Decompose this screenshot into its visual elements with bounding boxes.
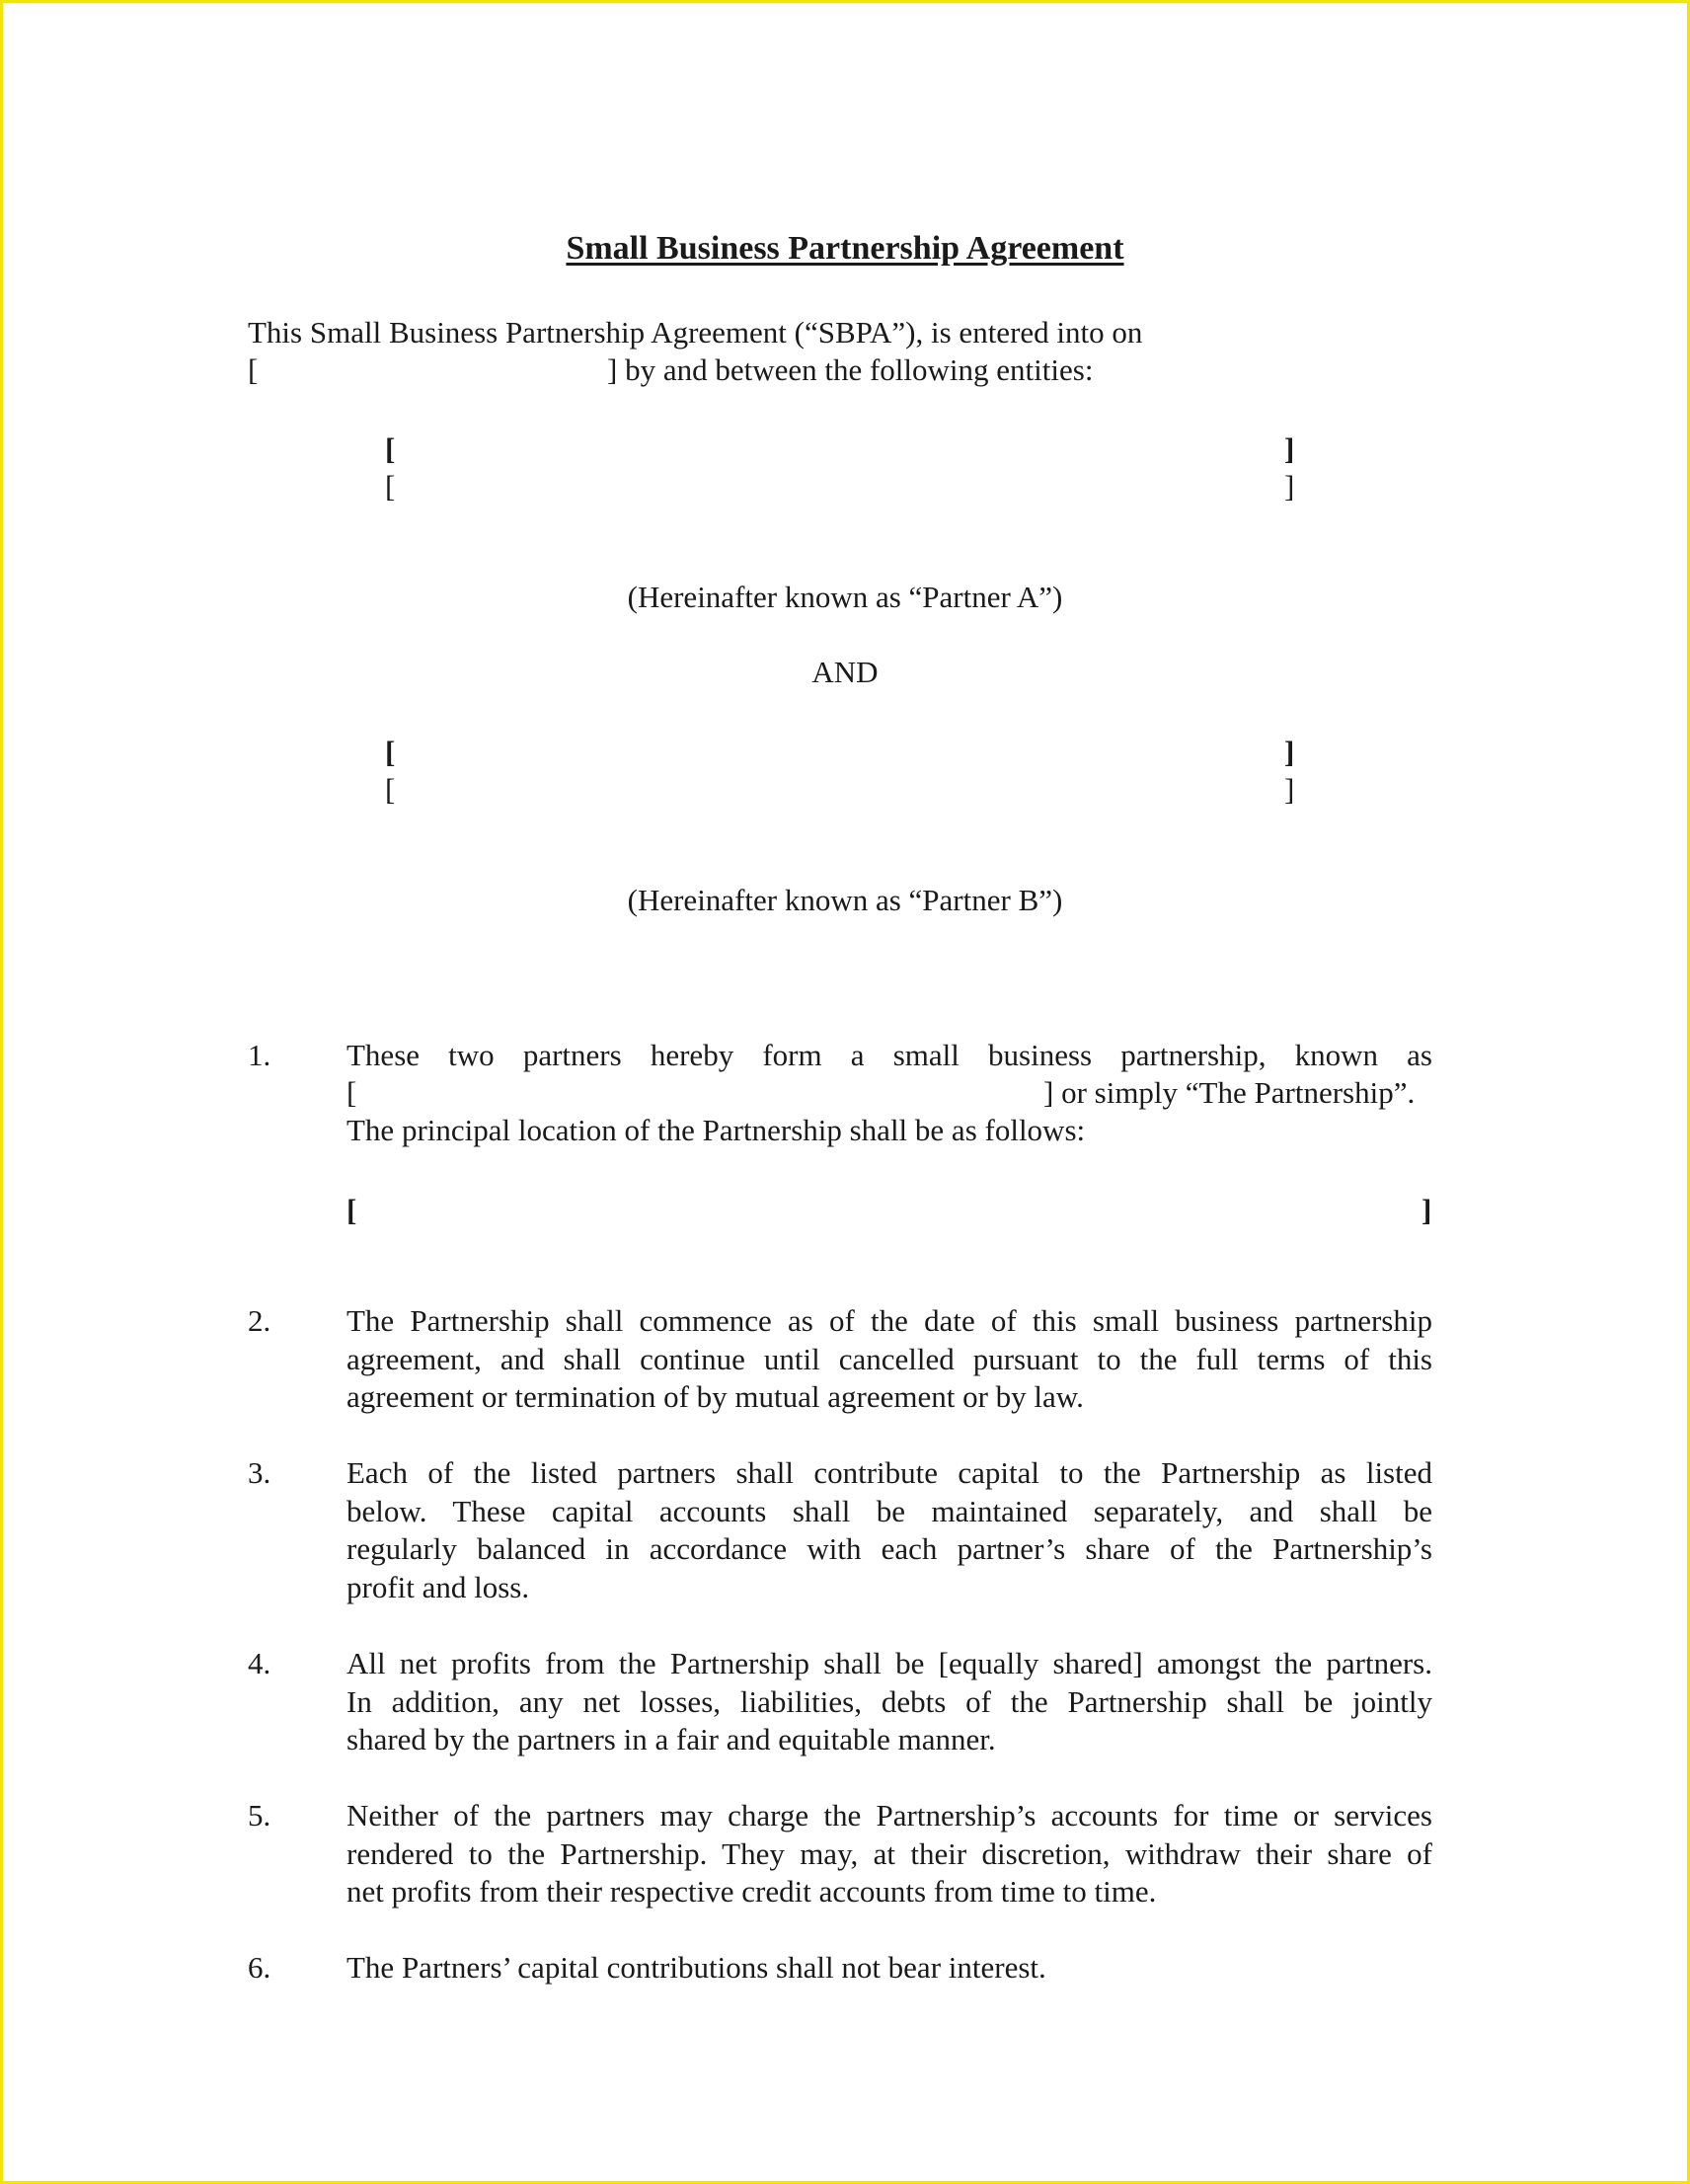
clause-3-number: 3. [248, 1455, 271, 1490]
partner-b-address-bracket-close: ] [1284, 772, 1295, 807]
clause-3-line-1: Each of the listed partners shall contribute capital to the Partnership as listed [346, 1455, 1432, 1490]
clause-5-body [346, 1797, 1432, 1911]
clause-5-line-2: rendered to the Partnership. They may, at their discretion, withdraw their share of [346, 1835, 1432, 1871]
partner-a-name-bracket-close: ] [1284, 431, 1295, 466]
clause-6-number: 6. [248, 1950, 271, 1985]
partner-b-address-bracket-open: [ [385, 772, 396, 807]
clause-2-body [346, 1302, 1432, 1417]
clause-1-line-2: ] or simply “The Partnership”. [1043, 1075, 1416, 1110]
clause-6-line-1: The Partners’ capital contributions shall not bear interest. [346, 1950, 1046, 1985]
clause-3-body [346, 1454, 1432, 1606]
clause-4-line-1: All net profits from the Partnership shall be [equally shared] amongst the partners. [346, 1646, 1432, 1680]
clause-2-number: 2. [248, 1303, 271, 1338]
location-bracket-open: [ [346, 1193, 357, 1227]
clause-3-line-3: regularly balanced in accordance with each partner’s share of the Partnership’s [346, 1531, 1432, 1566]
partner-a-address-bracket-close: ] [1284, 469, 1295, 504]
clause-1-body [346, 1037, 1432, 1075]
intro-date-bracket-open: [ [248, 352, 259, 387]
clause-2-line-3: agreement or termination of by mutual agreement or by law. [346, 1379, 1084, 1414]
location-bracket-close: ] [1421, 1193, 1432, 1227]
clause-5-line-3: net profits from their respective credit accounts from time to time. [346, 1874, 1157, 1909]
clause-3-line-2: below. These capital accounts shall be maintained separately, and shall be [346, 1493, 1432, 1528]
clause-4-body [346, 1645, 1432, 1759]
clause-3-line-4: profit and loss. [346, 1569, 530, 1604]
clause-2-line-1: The Partnership shall commence as of the date of this small business partnership [346, 1303, 1432, 1338]
clause-1-line-1: These two partners hereby form a small business partnership, known as [346, 1038, 1432, 1072]
clause-1-line-3: The principal location of the Partnership shall be as follows: [346, 1113, 1086, 1147]
document-title: Small Business Partnership Agreement [566, 230, 1124, 267]
intro-line-1: This Small Business Partnership Agreement (“SBPA”), is entered into on [248, 315, 1143, 350]
partner-a-label: (Hereinafter known as “Partner A”) [627, 580, 1063, 614]
clause-1-number: 1. [248, 1038, 271, 1072]
and-label: AND [811, 655, 879, 689]
intro-line-2: ] by and between the following entities: [607, 352, 1094, 387]
partner-a-address-bracket-open: [ [385, 469, 396, 504]
clause-4-line-3: shared by the partners in a fair and equitable manner. [346, 1722, 996, 1756]
clause-6-body [346, 1949, 1432, 1988]
partner-b-name-bracket-close: ] [1284, 735, 1295, 769]
partner-b-label: (Hereinafter known as “Partner B”) [627, 883, 1063, 917]
partner-b-name-bracket-open: [ [385, 735, 396, 769]
clause-1-name-bracket-open: [ [346, 1075, 357, 1110]
clause-4-line-2: In addition, any net losses, liabilities, debts of the Partnership shall be jointly [346, 1683, 1432, 1719]
clause-4-number: 4. [248, 1646, 271, 1680]
partner-a-name-bracket-open: [ [385, 431, 396, 466]
clause-5-number: 5. [248, 1798, 271, 1833]
clause-2-line-2: agreement, and shall continue until cancelled pursuant to the full terms of this [346, 1341, 1432, 1376]
clause-5-line-1: Neither of the partners may charge the Partnership’s accounts for time or services [346, 1798, 1432, 1833]
